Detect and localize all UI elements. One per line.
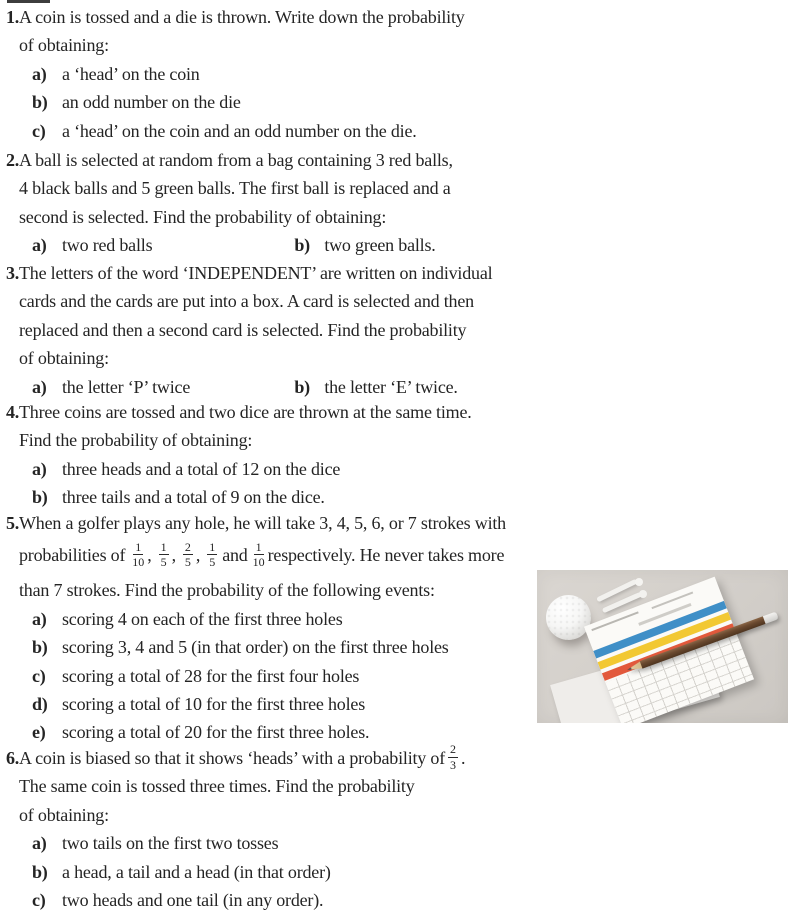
q1-item-a-text: a ‘head’ on the coin xyxy=(62,63,200,84)
q4-line-1-text: Three coins are tossed and two dice are thrown at the same time. xyxy=(19,402,472,422)
q2-item-b xyxy=(294,235,435,255)
q1-item-a xyxy=(6,60,465,88)
q2-line-2-text: 4 black balls and 5 green balls. The first ball is replaced and a xyxy=(19,178,451,199)
q2-item-a-text: two red balls xyxy=(62,235,153,256)
q3-item-b-label: b) xyxy=(294,376,310,397)
q5-line-2 xyxy=(6,537,506,573)
q3-line-1-text: The letters of the word ‘INDEPENDENT’ are written on individual xyxy=(19,263,493,283)
q5-item-a-label: a) xyxy=(32,608,47,629)
q2-number: 2. xyxy=(6,150,20,170)
q2-items-row xyxy=(6,231,453,259)
q6-item-c-text: two heads and one tail (in any order). xyxy=(62,889,324,910)
q5-item-c-label: c) xyxy=(32,665,46,686)
q5-item-c-text: scoring a total of 28 for the first four holes xyxy=(62,665,360,686)
question-6 xyxy=(6,744,465,914)
golf-scorecard-photo xyxy=(537,570,788,723)
q1-item-a-label: a) xyxy=(32,63,47,84)
q5-line-1 xyxy=(6,509,506,537)
q3-number: 3. xyxy=(6,263,20,283)
q1-line-2-text: of obtaining: xyxy=(19,35,109,56)
q4-line-2 xyxy=(6,426,472,454)
q2-item-b-label: b) xyxy=(294,235,310,256)
q6-line-3-text: of obtaining: xyxy=(19,804,109,825)
q5-item-b xyxy=(6,633,506,661)
q2-item-b-text: two green balls. xyxy=(324,235,436,256)
q6-item-a xyxy=(6,829,465,857)
q1-line-2 xyxy=(6,31,465,59)
q3-item-a-text: the letter ‘P’ twice xyxy=(62,376,191,397)
q5-line-1-text: When a golfer plays any hole, he will take 3, 4, 5, 6, or 7 strokes with xyxy=(19,513,506,533)
q3-item-a-label: a) xyxy=(32,376,47,397)
q6-item-a-label: a) xyxy=(32,833,47,854)
separator: , xyxy=(171,545,176,566)
q5-number: 5. xyxy=(6,513,20,533)
q4-item-b-text: three tails and a total of 9 on the dice. xyxy=(62,487,325,508)
q6-line-3 xyxy=(6,801,465,829)
q2-line-3 xyxy=(6,203,453,231)
q4-line-1 xyxy=(6,398,472,426)
q5-item-b-text: scoring 3, 4 and 5 (in that order) on the first three holes xyxy=(62,637,449,658)
scorecard-header-line xyxy=(591,611,638,631)
q4-line-2-text: Find the probability of obtaining: xyxy=(19,430,253,451)
q2-item-a xyxy=(32,231,290,259)
q5-item-d-text: scoring a total of 10 for the first three holes xyxy=(62,693,366,714)
q3-line-3 xyxy=(6,316,492,344)
question-3 xyxy=(6,259,492,401)
q2-item-a-label: a) xyxy=(32,235,47,256)
q4-number: 4. xyxy=(6,402,20,422)
q6-item-c xyxy=(6,886,465,914)
q5-item-e-label: e) xyxy=(32,722,46,743)
q1-item-b-text: an odd number on the die xyxy=(62,92,241,113)
q5-line-2-pre: probabilities of xyxy=(19,545,126,566)
q5-item-a-text: scoring 4 on each of the first three holes xyxy=(62,608,343,629)
q4-item-a-label: a) xyxy=(32,458,47,479)
q1-line-1 xyxy=(6,3,465,31)
q6-item-b xyxy=(6,858,465,886)
q3-item-b xyxy=(294,377,457,397)
q6-line-2 xyxy=(6,772,465,800)
q2-line-3-text: second is selected. Find the probability of obtaining: xyxy=(19,206,387,227)
q4-item-a-text: three heads and a total of 12 on the dice xyxy=(62,458,341,479)
q3-line-1 xyxy=(6,259,492,287)
question-1 xyxy=(6,3,465,145)
q6-line-1 xyxy=(6,744,465,772)
q6-item-c-label: c) xyxy=(32,889,46,910)
fraction-1-10: $\frac{1}{10}$ xyxy=(252,539,265,570)
golf-tee-head xyxy=(639,590,647,598)
q1-line-1-text: A coin is tossed and a die is thrown. Write down the probability xyxy=(19,7,465,27)
q5-line-3-text: than 7 strokes. Find the probability of the following events: xyxy=(19,580,435,601)
q3-items-row xyxy=(6,373,492,401)
question-2 xyxy=(6,146,453,260)
q3-item-b-text: the letter ‘E’ twice. xyxy=(324,376,458,397)
and-word: and xyxy=(222,545,248,566)
q2-line-1-text: A ball is selected at random from a bag containing 3 red balls, xyxy=(19,150,453,170)
golf-tee-head xyxy=(635,578,643,586)
q1-item-c xyxy=(6,117,465,145)
q3-line-2-text: cards and the cards are put into a box. A card is selected and then xyxy=(19,291,474,312)
q3-line-4 xyxy=(6,344,492,372)
q1-item-c-text: a ‘head’ on the coin and an odd number on the die. xyxy=(62,120,417,141)
q1-number: 1. xyxy=(6,7,20,27)
q2-line-2 xyxy=(6,174,453,202)
question-5 xyxy=(6,509,506,747)
fraction-1-10: $\frac{1}{10}$ xyxy=(132,539,145,570)
golf-ball-icon xyxy=(546,595,591,640)
fraction-1-5: $\frac{1}{5}$ xyxy=(160,539,167,570)
q5-line-2-post: respectively. He never takes more xyxy=(267,545,505,566)
separator: , xyxy=(147,545,152,566)
q6-line-1-pre: A coin is biased so that it shows ‘heads’ with a probability of xyxy=(19,748,446,768)
q5-item-a xyxy=(6,605,506,633)
q5-item-e xyxy=(6,718,506,746)
q5-item-c xyxy=(6,662,506,690)
q1-item-b xyxy=(6,88,465,116)
q6-item-b-label: b) xyxy=(32,861,48,882)
q5-item-b-label: b) xyxy=(32,637,48,658)
q3-line-4-text: of obtaining: xyxy=(19,348,109,369)
q6-line-2-text: The same coin is tossed three times. Find the probability xyxy=(19,776,415,797)
q5-line-3 xyxy=(6,576,506,604)
q4-item-a xyxy=(6,455,472,483)
q5-item-d-label: d) xyxy=(32,693,48,714)
q5-item-e-text: scoring a total of 20 for the first three holes. xyxy=(62,722,370,743)
q1-item-c-label: c) xyxy=(32,120,46,141)
question-4 xyxy=(6,398,472,512)
q1-item-b-label: b) xyxy=(32,92,48,113)
q3-line-3-text: replaced and then a second card is selected. Find the probability xyxy=(19,319,467,340)
q5-item-d xyxy=(6,690,506,718)
q6-item-a-text: two tails on the first two tosses xyxy=(62,833,279,854)
fraction-2-5: $\frac{2}{5}$ xyxy=(184,539,191,570)
q3-item-a xyxy=(32,373,290,401)
q3-line-2 xyxy=(6,287,492,315)
q6-line-1-post: . xyxy=(461,748,466,768)
separator: , xyxy=(195,545,201,566)
pencil-ferrule xyxy=(763,612,779,624)
q4-item-b-label: b) xyxy=(32,487,48,508)
fraction-1-5: $\frac{1}{5}$ xyxy=(209,539,216,570)
fraction-2-3: $\frac{2}{3}$ xyxy=(450,742,457,772)
q4-item-b xyxy=(6,483,472,511)
q2-line-1 xyxy=(6,146,453,174)
q6-item-b-text: a head, a tail and a head (in that order) xyxy=(62,861,331,882)
q6-number: 6. xyxy=(6,748,20,768)
